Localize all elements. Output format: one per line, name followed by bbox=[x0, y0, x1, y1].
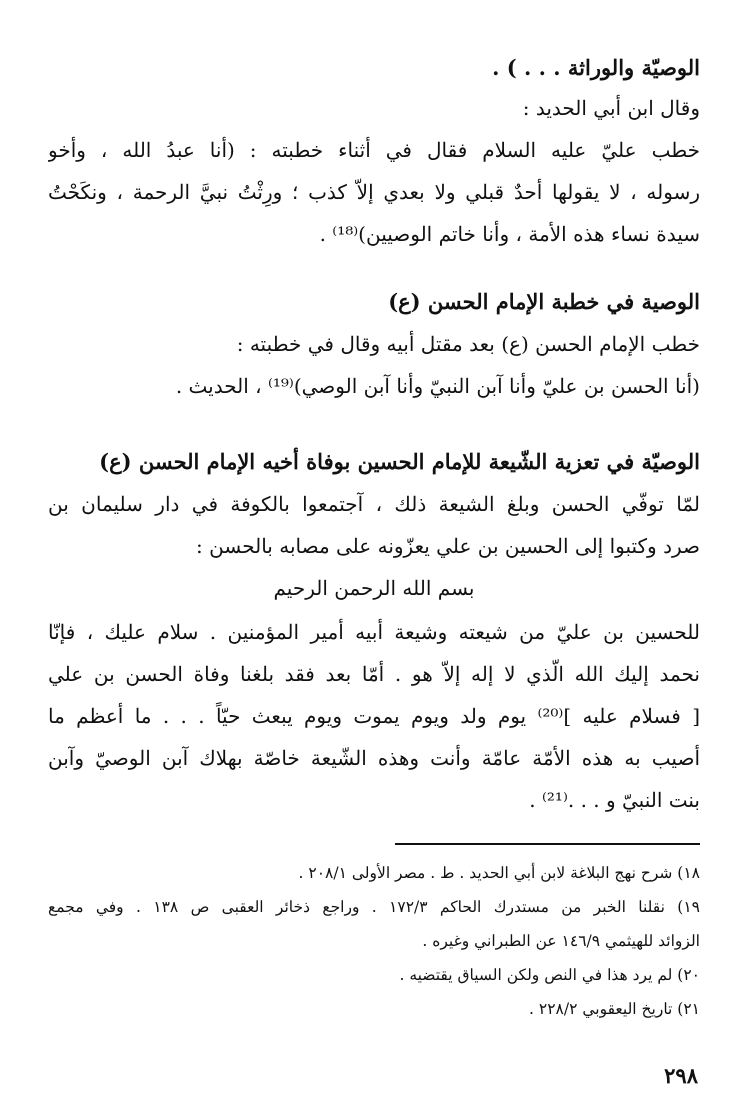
text-line-hasan-sermon-2: (أنا الحسن بن عليّ وأنا آبن النبيّ وأنا آبن الوصي)⁽¹⁹⁾ ، الحديث . bbox=[175, 374, 700, 398]
footnote-21: ٢١) تاريخ اليعقوبي ٢٢٨/٢ . bbox=[529, 1000, 700, 1018]
basmala-line: بسم الله الرحمن الرحيم bbox=[273, 576, 475, 600]
text-line-letter-3: [ فسلام عليه ]⁽²⁰⁾ يوم ولد ويوم يموت ويوم يبعث حيّاً . . . ما أعظم ما bbox=[48, 704, 700, 728]
text-line-letter-1: للحسين بن عليّ من شيعته وشيعة أبيه أمير المؤمنين . سلام عليك ، فإنّا bbox=[48, 620, 700, 644]
section-heading-condolence: الوصيّة في تعزية الشّيعة للإمام الحسين بوفاة أخيه الإمام الحسن (ع) bbox=[99, 449, 700, 474]
footnote-18: ١٨) شرح نهج البلاغة لابن أبي الحديد . ط . مصر الأولى ٢٠٨/١ . bbox=[298, 864, 700, 882]
footnote-separator bbox=[395, 843, 700, 845]
footnote-19-line-1: ١٩) نقلنا الخبر من مستدرك الحاكم ١٧٢/٣ . وراجع ذخائر العقبى ص ١٣٨ . وفي مجمع bbox=[48, 898, 700, 916]
text-line-continuation: الوصيّة والوراثة . . . ) . bbox=[492, 55, 700, 80]
page-number: ٢٩٨ bbox=[664, 1063, 698, 1088]
text-line-letter-4: أصيب به هذه الأمّة عامّة وأنت وهذه الشّيعة خاصّة بهلاك آبن الوصيّ وآبن bbox=[48, 746, 700, 770]
text-line-condolence-2: صرد وكتبوا إلى الحسين بن علي يعزّونه على مصابه بالحسن : bbox=[196, 534, 700, 558]
footnote-20: ٢٠) لم يرد هذا في النص ولكن السياق يقتضيه . bbox=[399, 966, 700, 984]
section-heading-hasan-sermon: الوصية في خطبة الإمام الحسن (ع) bbox=[388, 289, 700, 314]
text-line-ali-sermon-3: سيدة نساء هذه الأمة ، وأنا خاتم الوصيين)⁽¹⁸⁾ . bbox=[319, 222, 700, 246]
text-line-letter-2: نحمد إليك الله الّذي لا إله إلاّ هو . أمّا بعد فقد بلغنا وفاة الحسن بن علي bbox=[48, 662, 700, 686]
text-line-hasan-sermon-1: خطب الإمام الحسن (ع) بعد مقتل أبيه وقال في خطبته : bbox=[236, 332, 700, 356]
text-line-ibn-abi-hadid-intro: وقال ابن أبي الحديد : bbox=[522, 96, 700, 120]
text-line-condolence-1: لمّا توفّي الحسن وبلغ الشيعة ذلك ، آجتمعوا بالكوفة في دار سليمان بن bbox=[48, 492, 700, 516]
text-line-ali-sermon-2: رسوله ، لا يقولها أحدٌ قبلي ولا بعدي إلاّ كذب ؛ ورِثْتُ نبيَّ الرحمة ، ونكَحْتُ bbox=[48, 180, 700, 204]
text-line-letter-5: بنت النبيّ و . . .⁽²¹⁾ . bbox=[529, 788, 700, 812]
text-line-ali-sermon-1: خطب عليّ عليه السلام فقال في أثناء خطبته : (أنا عبدُ الله ، وأخو bbox=[48, 138, 700, 162]
footnote-19-line-2: الزوائد للهيثمي ١٤٦/٩ عن الطبراني وغيره . bbox=[422, 932, 700, 950]
